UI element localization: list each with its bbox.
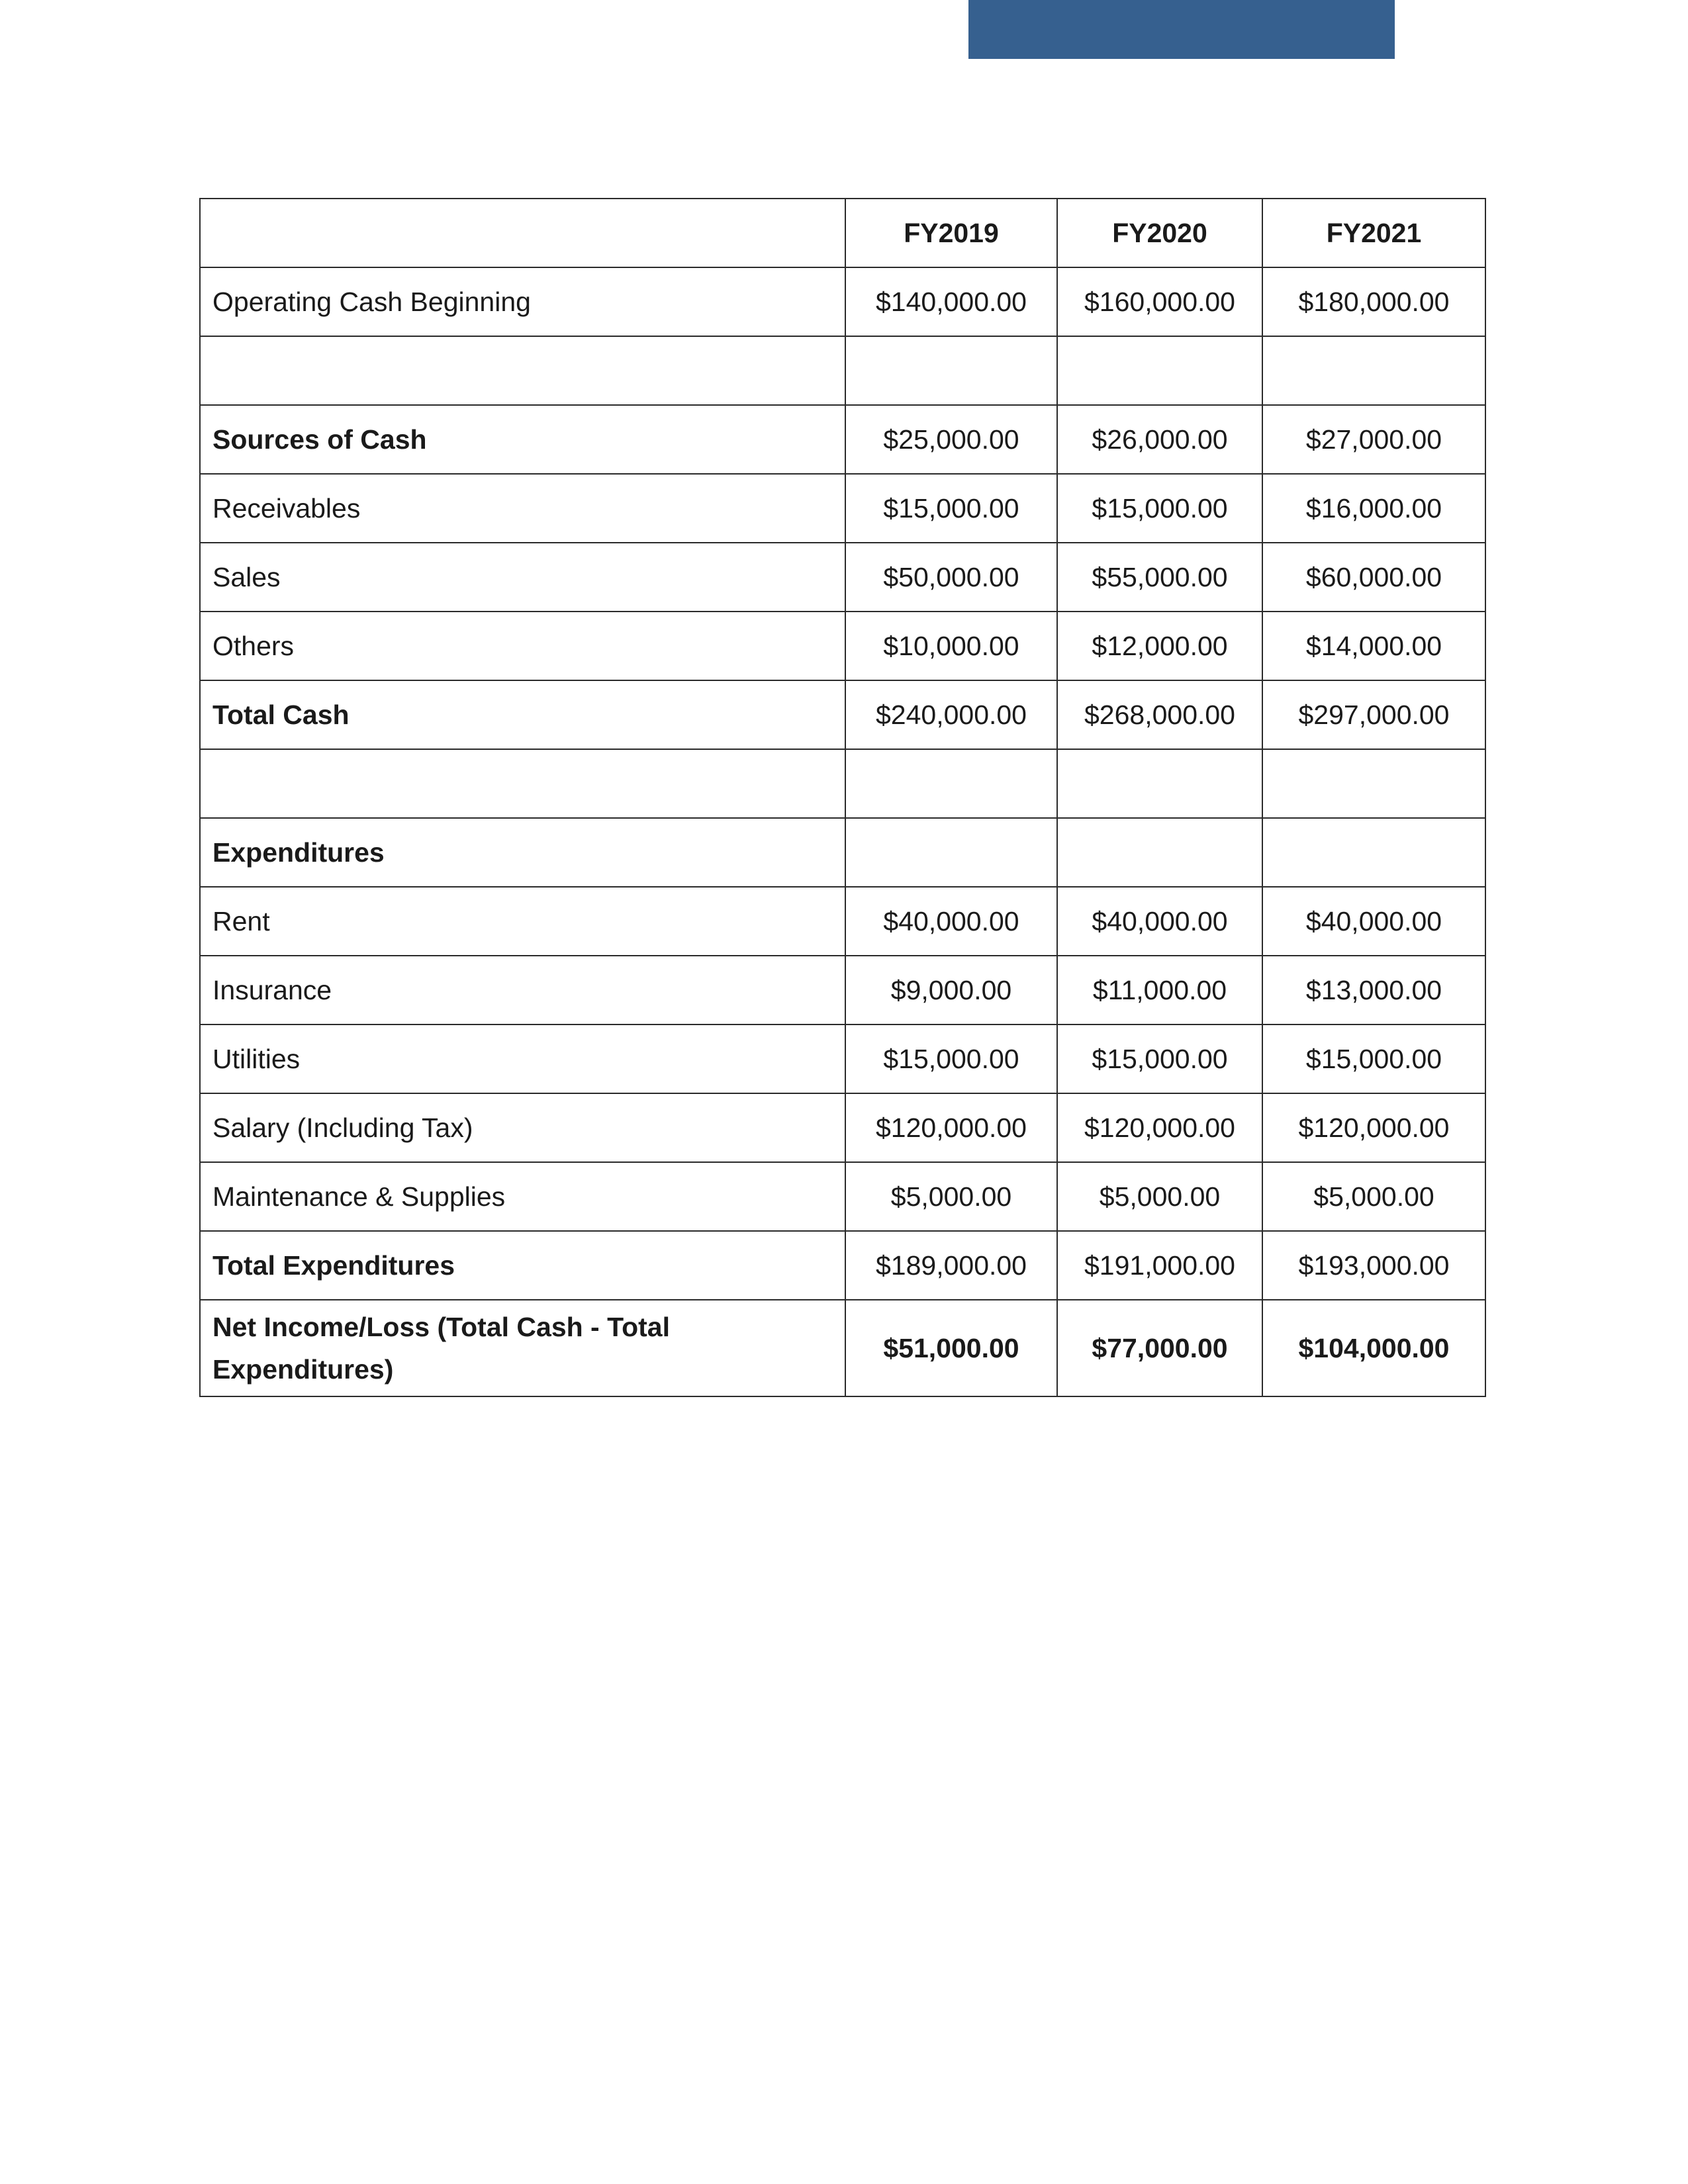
row-label: Insurance — [200, 956, 845, 1024]
value-fy2021: $16,000.00 — [1262, 474, 1485, 543]
header-cell-fy2019: FY2019 — [845, 199, 1057, 267]
row-label: Salary (Including Tax) — [200, 1093, 845, 1162]
header-cell-blank — [200, 199, 845, 267]
value-fy2021: $27,000.00 — [1262, 405, 1485, 474]
value-fy2021: $297,000.00 — [1262, 680, 1485, 749]
value-fy2019: $189,000.00 — [845, 1231, 1057, 1300]
row-total-expenditures — [200, 1231, 1485, 1300]
value-fy2021: $104,000.00 — [1262, 1300, 1485, 1396]
value-fy2019: $51,000.00 — [845, 1300, 1057, 1396]
row-receivables — [200, 474, 1485, 543]
value-fy2020: $15,000.00 — [1057, 1024, 1262, 1093]
value-fy2020 — [1057, 749, 1262, 818]
row-label: Net Income/Loss (Total Cash - Total Expenditures) — [200, 1300, 845, 1396]
value-fy2021: $60,000.00 — [1262, 543, 1485, 612]
value-fy2020: $120,000.00 — [1057, 1093, 1262, 1162]
header-color-band — [968, 0, 1395, 59]
value-fy2021: $120,000.00 — [1262, 1093, 1485, 1162]
row-others — [200, 612, 1485, 680]
value-fy2019: $120,000.00 — [845, 1093, 1057, 1162]
value-fy2019: $40,000.00 — [845, 887, 1057, 956]
value-fy2020: $15,000.00 — [1057, 474, 1262, 543]
value-fy2021 — [1262, 818, 1485, 887]
value-fy2019: $50,000.00 — [845, 543, 1057, 612]
value-fy2019: $25,000.00 — [845, 405, 1057, 474]
row-maintenance-supplies — [200, 1162, 1485, 1231]
header-cell-fy2021: FY2021 — [1262, 199, 1485, 267]
cash-flow-table — [199, 198, 1486, 1397]
value-fy2021: $14,000.00 — [1262, 612, 1485, 680]
value-fy2020: $55,000.00 — [1057, 543, 1262, 612]
value-fy2021: $15,000.00 — [1262, 1024, 1485, 1093]
value-fy2019 — [845, 336, 1057, 405]
row-label: Total Expenditures — [200, 1231, 845, 1300]
value-fy2020: $11,000.00 — [1057, 956, 1262, 1024]
value-fy2021: $40,000.00 — [1262, 887, 1485, 956]
row-net-income-loss — [200, 1300, 1485, 1396]
value-fy2020: $12,000.00 — [1057, 612, 1262, 680]
value-fy2021: $193,000.00 — [1262, 1231, 1485, 1300]
row-label: Utilities — [200, 1024, 845, 1093]
table-header-row — [200, 199, 1485, 267]
header-cell-fy2020: FY2020 — [1057, 199, 1262, 267]
value-fy2019 — [845, 818, 1057, 887]
row-label: Sales — [200, 543, 845, 612]
row-label: Receivables — [200, 474, 845, 543]
value-fy2020: $191,000.00 — [1057, 1231, 1262, 1300]
row-rent — [200, 887, 1485, 956]
value-fy2019: $9,000.00 — [845, 956, 1057, 1024]
row-total-cash — [200, 680, 1485, 749]
value-fy2020: $40,000.00 — [1057, 887, 1262, 956]
row-label: Expenditures — [200, 818, 845, 887]
value-fy2019: $15,000.00 — [845, 474, 1057, 543]
row-salary — [200, 1093, 1485, 1162]
value-fy2019: $140,000.00 — [845, 267, 1057, 336]
value-fy2020: $268,000.00 — [1057, 680, 1262, 749]
row-sources-of-cash — [200, 405, 1485, 474]
value-fy2019: $15,000.00 — [845, 1024, 1057, 1093]
value-fy2020: $5,000.00 — [1057, 1162, 1262, 1231]
row-label: Total Cash — [200, 680, 845, 749]
row-insurance — [200, 956, 1485, 1024]
row-label: Sources of Cash — [200, 405, 845, 474]
value-fy2021: $13,000.00 — [1262, 956, 1485, 1024]
value-fy2020: $160,000.00 — [1057, 267, 1262, 336]
row-label: Operating Cash Beginning — [200, 267, 845, 336]
row-sales — [200, 543, 1485, 612]
row-spacer — [200, 336, 1485, 405]
value-fy2021 — [1262, 336, 1485, 405]
row-spacer — [200, 749, 1485, 818]
value-fy2020: $77,000.00 — [1057, 1300, 1262, 1396]
value-fy2021: $180,000.00 — [1262, 267, 1485, 336]
row-utilities — [200, 1024, 1485, 1093]
value-fy2019: $10,000.00 — [845, 612, 1057, 680]
row-label — [200, 749, 845, 818]
value-fy2019: $5,000.00 — [845, 1162, 1057, 1231]
value-fy2021: $5,000.00 — [1262, 1162, 1485, 1231]
row-label: Rent — [200, 887, 845, 956]
row-label — [200, 336, 845, 405]
value-fy2021 — [1262, 749, 1485, 818]
row-expenditures — [200, 818, 1485, 887]
row-operating-cash-beginning — [200, 267, 1485, 336]
value-fy2020: $26,000.00 — [1057, 405, 1262, 474]
row-label: Others — [200, 612, 845, 680]
value-fy2019: $240,000.00 — [845, 680, 1057, 749]
value-fy2020 — [1057, 336, 1262, 405]
value-fy2019 — [845, 749, 1057, 818]
value-fy2020 — [1057, 818, 1262, 887]
row-label: Maintenance & Supplies — [200, 1162, 845, 1231]
